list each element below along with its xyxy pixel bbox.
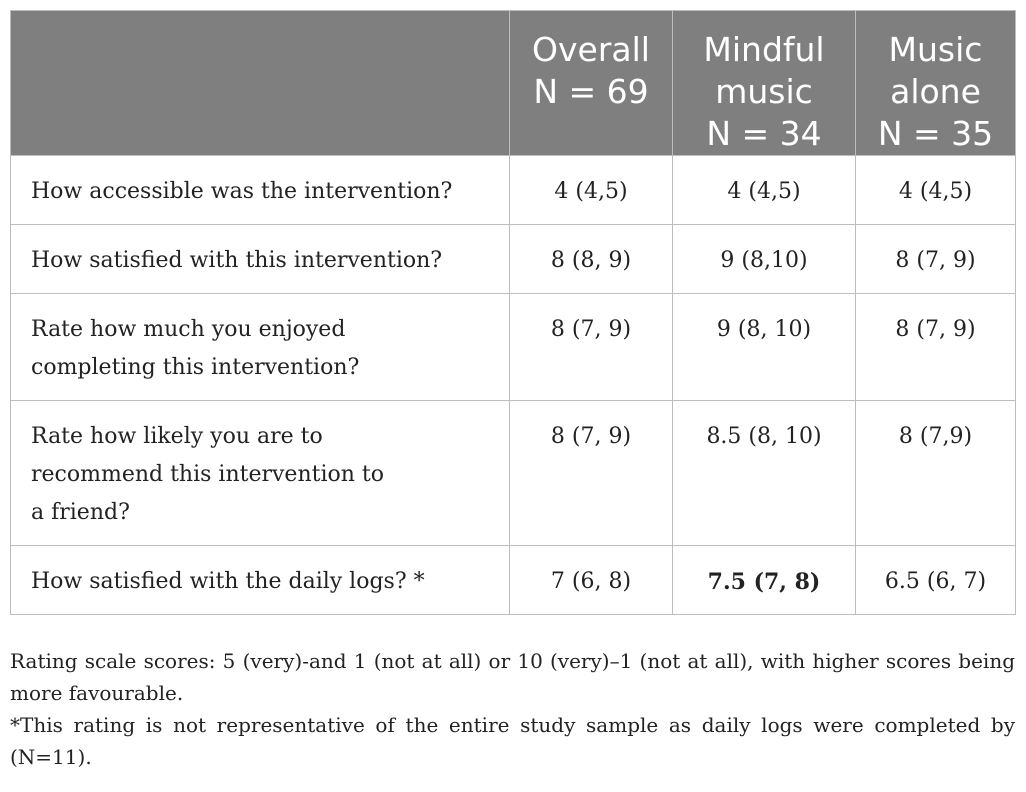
question-line: Rate how much you enjoyed [31,317,346,342]
question-cell [11,294,510,401]
question-line: recommend this intervention to [31,462,384,487]
mindful-cell: 9 (8,10) [673,225,856,294]
question-cell: How satisfied with this intervention? [11,225,510,294]
table-row [11,294,1016,401]
question-cell: How satisfied with the daily logs? * [11,546,510,615]
mindful-cell: 8.5 (8, 10) [673,401,856,546]
table-row [11,401,1016,546]
table-row [11,156,1016,225]
table-header-row [11,11,1016,156]
header-mindful-line-2: music [715,72,813,111]
header-empty-cell [11,11,510,156]
table-row [11,546,1016,615]
alone-cell: 4 (4,5) [856,156,1016,225]
header-alone-line-3: N = 35 [877,114,994,153]
question-cell: How accessible was the intervention? [11,156,510,225]
header-mindful-line-1: Mindful [703,30,825,69]
alone-cell: 6.5 (6, 7) [856,546,1016,615]
question-line: a friend? [31,500,130,525]
rating-scale-note: Rating scale scores: 5 (very)-and 1 (not at all) or 10 (very)–1 (not at all), with higher scores being more favourable. [10,649,1015,705]
overall-cell: 8 (7, 9) [510,294,673,401]
results-table-container [10,10,1015,615]
mindful-cell-highlighted: 7.5 (7, 8) [673,546,856,615]
header-music-alone [856,11,1016,156]
header-alone-line-1: Music [888,30,983,69]
header-alone-line-2: alone [890,72,981,111]
question-line: completing this intervention? [31,355,360,380]
header-overall [510,11,673,156]
header-mindful-music [673,11,856,156]
overall-cell: 4 (4,5) [510,156,673,225]
header-overall-line-2: N = 69 [533,72,649,111]
mindful-cell: 4 (4,5) [673,156,856,225]
overall-cell: 7 (6, 8) [510,546,673,615]
overall-cell: 8 (7, 9) [510,401,673,546]
alone-cell: 8 (7, 9) [856,225,1016,294]
question-cell [11,401,510,546]
question-line: Rate how likely you are to [31,424,323,449]
overall-cell: 8 (8, 9) [510,225,673,294]
table-row [11,225,1016,294]
table-notes [10,645,1015,773]
footnote: *This rating is not representative of the entire study sample as daily logs were completed by (N=11). [10,713,1015,769]
ratings-table [10,10,1016,615]
mindful-cell: 9 (8, 10) [673,294,856,401]
header-mindful-line-3: N = 34 [706,114,822,153]
alone-cell: 8 (7, 9) [856,294,1016,401]
alone-cell: 8 (7,9) [856,401,1016,546]
header-overall-line-1: Overall [532,30,650,69]
